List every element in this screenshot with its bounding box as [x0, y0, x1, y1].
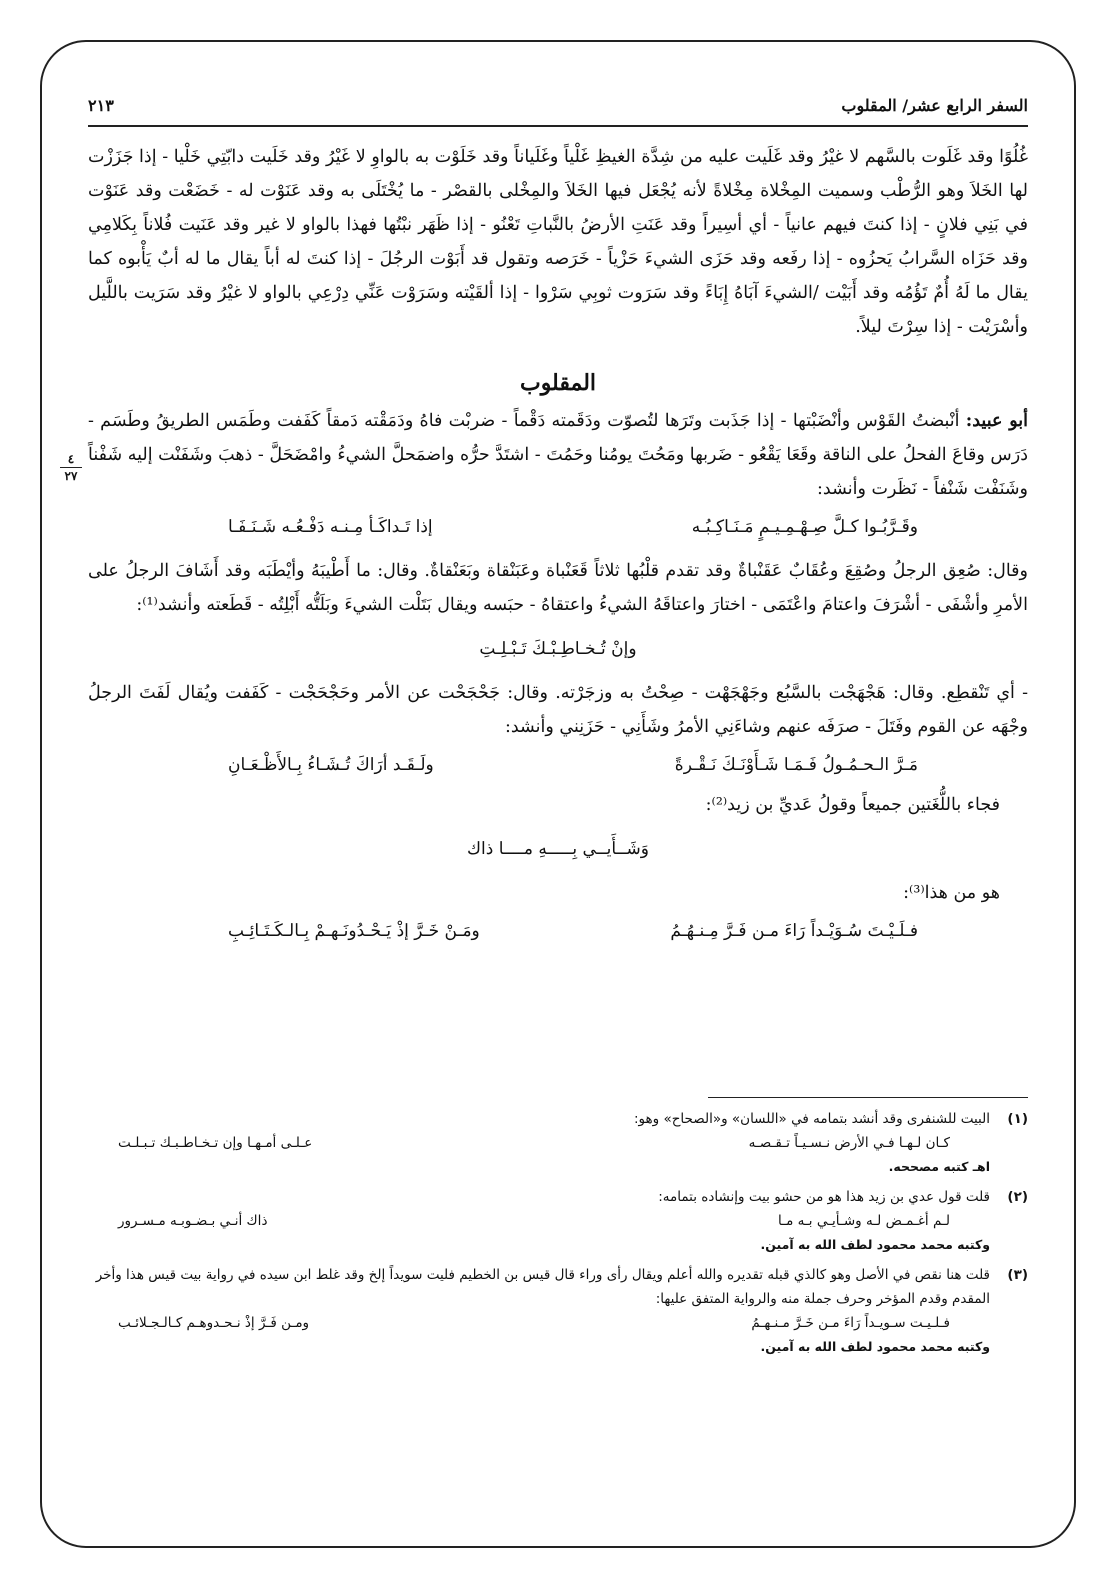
verse-3-second-hemistich: ولَـقَـد أرَاكَ تُـشَـاءُ بِـالأَظْـعَـانِ — [228, 755, 434, 775]
footnote-number: (٣) — [1007, 1267, 1028, 1283]
footnote-signature: اهـ كتبه مصححه. — [888, 1159, 990, 1174]
footnote-number: (٢) — [1007, 1189, 1028, 1205]
line-5: فجاء باللُّغَتين جميعاً وقولُ عَديِّ بن زيد⁽²⁾: — [705, 795, 1000, 815]
footnote-2 — [88, 1185, 1028, 1257]
verse-5-second-hemistich: ومَـنْ خَـرَّ إذْ يَـحْـدُونَـهـمْ بِـالـكَـتَـائِـبِ — [228, 921, 480, 941]
footnote-verse-first: لـم أغـمـض لـه وشـأيـي بـه مـا — [778, 1213, 950, 1229]
verse-3-first-hemistich: مَـرَّ الـحـمُـولُ فَـمَـا شَـأَوْنَـكَ نَـقْـرةً — [674, 755, 918, 775]
footnote-verse-first: فـلـيـت سـويـداً رَاءَ مـن خَـرَّ مـنـهـمُ — [751, 1315, 950, 1331]
footnote-signature: وكتبه محمد محمود لطف الله به آمين. — [760, 1237, 990, 1252]
footnote-signature: وكتبه محمد محمود لطف الله به آمين. — [760, 1339, 990, 1354]
margin-note-rule — [60, 467, 82, 468]
footnote-rule — [708, 1097, 1028, 1098]
footnotes — [88, 1107, 1028, 1365]
footnote-text: قلت هنا نقص في الأصل وهو كالذي قبله تقديره والله أعلم ويقال رأى وراء قال قيس بن الخطيم فليت سويداً إلخ وقد غلط ابن سيده في رواية بيت قيس هذا وأخر المقدم وقدم المؤخر وحرف جملة منه والرواية المتفق عليها: — [95, 1267, 990, 1307]
main-text — [88, 140, 1028, 954]
paragraph-3: وقال: صُعِق الرجلُ وصُقِعَ وعُقَابٌ عَقَنْباةٌ وقد تقدم قلْبُها ثلاثاً قَعَنْباة وعَبَنْقاة وبَعَنْقاةٌ. وقال: ما أَطْيبَهُ وأيْطَبَه وقد أَشَافَ الرجلُ على الأمرِ وأشْفَى - أشْرَفَ واعتامَ واعْتَمَى - اختارَ واعتاقَهُ الشيءُ واعتقاهُ - حبَسه ويقال بَتَلْت الشيءَ وبَلَتُّه أَبْلِتُه - قَطَعته وأنشد⁽¹⁾: — [88, 561, 1028, 615]
footnote-verse-second: عـلـى أمـهـا وإن تـخـاطـبـك تـبـلـت — [118, 1135, 313, 1151]
verse-5-first-hemistich: فـلَـيْـتَ سُـوَيْـداً رَاءَ مـن فَـرَّ مِـنـهُـمُ — [670, 921, 918, 941]
running-header — [88, 85, 1028, 127]
margin-note-top: ٤ — [67, 452, 75, 466]
running-title: السفر الرابع عشر/ المقلوب — [841, 95, 1028, 115]
footnote-3 — [88, 1263, 1028, 1359]
page-number: ٢١٣ — [88, 95, 114, 115]
margin-note-bottom: ٢٧ — [64, 469, 78, 483]
book-page — [64, 85, 1028, 1525]
footnote-1 — [88, 1107, 1028, 1179]
footnote-text: قلت قول عدي بن زيد هذا هو من حشو بيت وإنشاده بتمامه: — [658, 1189, 990, 1205]
abu-ubayd-lead: أبو عبيد: — [965, 411, 1028, 431]
footnote-text: البيت للشنفرى وقد أنشد بتمامه في «اللسان» و«الصحاح» وهو: — [634, 1111, 990, 1127]
section-heading: المقلوب — [519, 370, 597, 396]
footnote-verse — [88, 1311, 990, 1335]
paragraph-4: - أي تَنْقطِع. وقال: هَجْهَجْت بالسَّبُع وجَهْجَهْت - صِحْتُ به وزجَرْته. وقال: جَحْجَحْت عن الأمر وحَجْحَجْت - كَفَفت ويُقال لَفَتَ الرجلُ وجْهَه عن القوم وفَتَلَ - صرَفَه عنهم وشاءَنِي الأمرُ وشَأَنِي - حَزَنِني وأنشد: — [88, 683, 1028, 737]
verse-1-second-hemistich: إذا تَـداكَـأ مِـنـه دَفْـعُـه شَـنَـفَـا — [228, 517, 433, 537]
verse-5 — [88, 914, 1028, 948]
footnote-verse-second: ذاك أنـي بـضـوبـه مـسـرور — [118, 1213, 268, 1229]
verse-4: وَشَــأَيــي بِـــــهِ مــــا ذاك — [467, 839, 649, 859]
margin-folio-note — [60, 452, 82, 483]
footnote-verse — [88, 1131, 990, 1155]
verse-2: وإنْ تُـخـاطِـبْـكَ تَـبْـلِـتِ — [479, 639, 637, 659]
verse-3 — [88, 748, 1028, 782]
footnote-verse-second: ومـن فَـرَّ إذْ نـحـدوهـم كـالـجـلائـب — [118, 1315, 310, 1331]
footnote-verse — [88, 1209, 990, 1233]
verse-1-first-hemistich: وقَـرَّبُـوا كـلَّ صِـهْـمِـيـمٍ مَـنَـاكِـبُـه — [691, 517, 918, 537]
paragraph-2-container — [88, 404, 1028, 506]
paragraph-2: أنْبضتُ القَوْس وأنْضَبْتها - إذا جَذَبت وتَرَها لتُصوّت ودَقَمته دَقْماً - ضربْت فاهُ ودَمَقْته دَمقاً كَفَفت وطَمَس الطريقُ وطَسَم - دَرَس وقاعَ الفحلُ على الناقة وقَعَا يَقْعُو - ضَربها ومَحُتَ يومُنا وحَمُتَ - اشتَدَّ حرُّه واضمَحلَّ الشيءُ وامْضَحَلَّ - ذهبَ وشَفَنْت إليه شَفْناً وشَنَفْت شَنْفاً - نَظَرت وأنشد: — [88, 411, 1028, 499]
footnote-number: (١) — [1007, 1111, 1028, 1127]
line-6: هو من هذا⁽³⁾: — [903, 883, 1000, 903]
paragraph-1: غُلُوًا وقد غَلَوت بالسَّهم لا غيْرُ وقد غَلَيت عليه من شِدَّة الغيظِ غَلْياً وغَلَياناً وقد خَلَوْت به بالواوِ لا غَيْرُ وقد خَلَيت دابّتِي خَلْيا - إذا جَزَزْت لها الخَلاَ وهو الرُّطْب وسميت المِخْلاة مِخْلاةً لأنه يُجْعَل فيها الخَلاَ والمِخْلى بالقصْر - ما يُخْتَلَى به وقد عَنَوْت له - خَضَعْت وقد عَنَوْت في بَنِي فلانٍ - إذا كنتَ فيهم عانياً - أي أسِيراً وقد عَنَتِ الأرضُ بالنَّباتِ تَعْنُو - إذا ظَهَر نبْتُها فهذا بالواو لا غير وقد عَنَيت فُلاناً بِكَلامِي وقد حَزَاه السَّرابُ يَحزُوه - إذا رفَعه وقد حَزَى الشيءَ حَزْياً - خَرَصه وتقول قد أَبَوْت الرجُلَ - إذا كنتَ له أباً يقال ما له أبٌ يَأْبوه كما يقال ما لَهُ أُمٌ تَؤُمُه وقد أَبَيْت /الشيءَ آبَاهُ إِبَاءً وقد سَرَوت ثوبِي سَرْوا - إذا ألقَيْته وسَرَوْت عَنِّي دِرْعِي بالواو لا غيْرُ وقد سَرَيت باللَّيل وأسْرَيْت - إذا سِرْتَ ليلاً. — [88, 147, 1028, 337]
footnote-verse-first: كـان لـهـا فـي الأرض نـسـيـاً تـقـصـه — [748, 1135, 950, 1151]
verse-1 — [88, 510, 1028, 544]
